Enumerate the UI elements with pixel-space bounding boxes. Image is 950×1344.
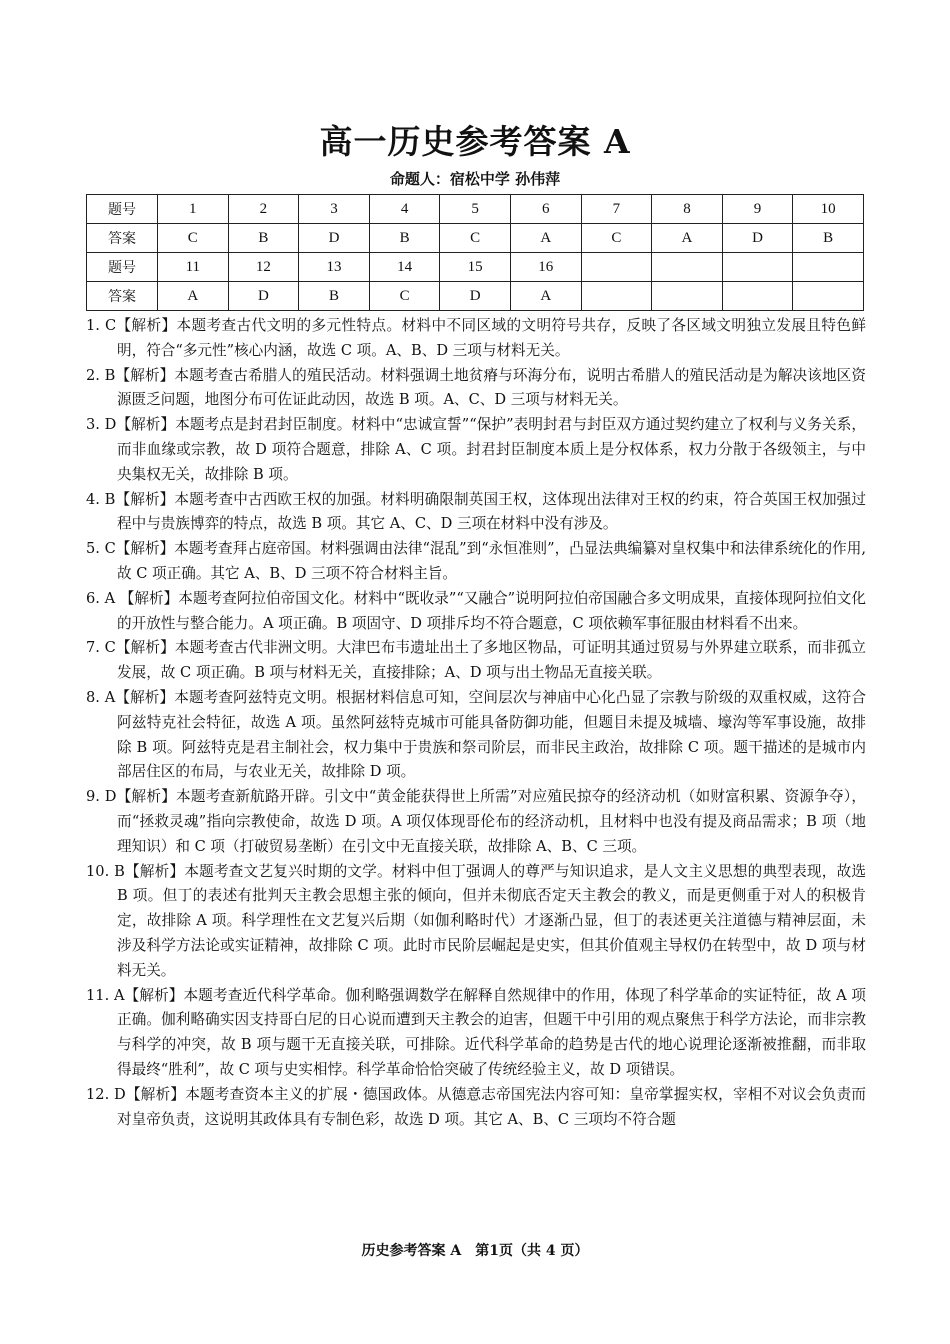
row-label: 答案 <box>87 224 158 253</box>
explanation-item: 11. A【解析】本题考查近代科学革命。伽利略强调数学在解释自然规律中的作用，体现了科学革命的实证特征，故 A 项正确。伽利略确实因支持哥白尼的日心说而遭到天主教会的迫害，但题干中引用的观点聚焦于科学方法论，而非宗教与科学的冲突，故 B 项与题干无直接关联，可排除。近代科学革命的趋势是古代的地心说理论逐渐被推翻，而非取得最终“胜利”，故 C 项与史实相悖。科学革命恰恰突破了传统经验主义，故 D 项错误。 <box>86 986 866 1078</box>
answer-cell: B <box>793 224 864 253</box>
document-title: 高一历史参考答案 A <box>319 122 631 161</box>
explanation-item: 7. C【解析】本题考查古代非洲文明。大津巴布韦遗址出土了多地区物品，可证明其通过贸易与外界建立联系，而非孤立发展，故 C 项正确。B 项与材料无关，直接排除；A、D 项与出土物品无直接关联。 <box>86 639 866 682</box>
answer-cell <box>581 282 652 311</box>
answer-cell: B <box>369 224 440 253</box>
explanation-item: 10. B【解析】本题考查文艺复兴时期的文学。材料中但丁强调人的尊严与知识追求，是人文主义思想的典型表现，故选 B 项。但丁的表述有批判天主教会思想主张的倾向，但并未彻底否定天主教会的教义，而是更侧重于对人的积极肯定，故排除 A 项。科学理性在文艺复兴后期（如伽利略时代）才逐渐凸显，但丁的表述更关注道德与精神层面，未涉及科学方法论或实证精神，故排除 C 项。此时市民阶层崛起是史实，但其价值观主导权仍在转型中，故 D 项与材料无关。 <box>86 862 866 979</box>
answer-cell: 13 <box>299 253 370 282</box>
answer-cell: 11 <box>158 253 229 282</box>
answer-cell: C <box>440 224 511 253</box>
row-label: 题号 <box>87 195 158 224</box>
answer-cell: 15 <box>440 253 511 282</box>
answer-cell: D <box>299 224 370 253</box>
explanation-item: 6. A 【解析】本题考查阿拉伯帝国文化。材料中“既收录”“又融合”说明阿拉伯帝国融合多文明成果，直接体现阿拉伯文化的开放性与整合能力。A 项正确。B 项固守、D 项排斥均不符合题意，C 项依赖军事征服由材料看不出来。 <box>86 589 866 632</box>
answer-cell: 8 <box>652 195 723 224</box>
explanation-item: 1. C【解析】本题考查古代文明的多元性特点。材料中不同区域的文明符号共存，反映了各区域文明独立发展且特色鲜明，符合“多元性”核心内涵，故选 C 项。A、B、D 三项与材料无关。 <box>86 317 866 359</box>
row-label: 答案 <box>87 282 158 311</box>
answer-cell: A <box>510 224 581 253</box>
explanation-item: 4. B【解析】本题考查中古西欧王权的加强。材料明确限制英国王权，这体现出法律对王权的约束，符合英国王权加强过程中与贵族博弈的特点，故选 B 项。其它 A、C、D 三项在材料中没有涉及。 <box>86 490 866 533</box>
explanation-item: 2. B【解析】本题考查古希腊人的殖民活动。材料强调土地贫瘠与环海分布，说明古希腊人的殖民活动是为解决该地区资源匮乏问题，地图分布可佐证此动因，故选 B 项。A、C、D 三项与材料无关。 <box>86 366 866 409</box>
explanation-item: 12. D【解析】本题考查资本主义的扩展・德国政体。从德意志帝国宪法内容可知：皇帝掌握实权，宰相不对议会负责而对皇帝负责，这说明其政体具有专制色彩，故选 D 项。其它 A、B、C 三项均不符合题 <box>86 1085 866 1128</box>
explanation-item: 3. D【解析】本题考点是封君封臣制度。材料中“忠诚宣誓”“保护”表明封君与封臣双方通过契约建立了权利与义务关系，而非血缘或宗教，故 D 项符合题意，排除 A、C 项。封君封臣制度本质上是分权体系，权力分散于各级领主，与中央集权无关，故排除 B 项。 <box>86 416 866 483</box>
answer-cell: B <box>299 282 370 311</box>
answer-cell: 16 <box>510 253 581 282</box>
answer-cell <box>652 282 723 311</box>
answer-cell: 14 <box>369 253 440 282</box>
row-label: 题号 <box>87 253 158 282</box>
answer-cell: A <box>510 282 581 311</box>
answer-cell: 4 <box>369 195 440 224</box>
answer-cell <box>652 253 723 282</box>
answer-cell: C <box>581 224 652 253</box>
answer-cell: B <box>228 224 299 253</box>
answer-cell: 5 <box>440 195 511 224</box>
answer-table-row <box>87 282 864 311</box>
explanation-item: 9. D【解析】本题考查新航路开辟。引文中“黄金能获得世上所需”对应殖民掠夺的经济动机（如财富积累、资源争夺），而“拯救灵魂”指向宗教使命，故选 D 项。A 项仅体现哥伦布的经济动机，且材料中也没有提及商品需求；B 项（地理知识）和 C 项（打破贸易垄断）在引文中无直接关联，故排除 A、B、C 三项。 <box>86 788 866 855</box>
answer-cell <box>793 282 864 311</box>
answer-cell: 1 <box>158 195 229 224</box>
answer-table-row <box>87 253 864 282</box>
explanation-item: 5. C【解析】本题考查拜占庭帝国。材料强调由法律“混乱”到“永恒准则”，凸显法典编纂对皇权集中和法律系统化的作用,故 C 项正确。其它 A、B、D 三项不符合材料主旨。 <box>86 540 866 582</box>
answer-cell <box>722 282 793 311</box>
answer-cell: A <box>158 282 229 311</box>
page-footer: 历史参考答案 A 第1页（共 4 页） <box>361 1243 589 1259</box>
answer-cell: 2 <box>228 195 299 224</box>
answer-table-row <box>87 224 864 253</box>
answer-cell: A <box>652 224 723 253</box>
answer-cell: 12 <box>228 253 299 282</box>
explanation-item: 8. A【解析】本题考查阿兹特克文明。根据材料信息可知，空间层次与神庙中心化凸显了宗教与阶级的双重权威，这符合阿兹特克社会特征，故选 A 项。虽然阿兹特克城市可能具备防御功能，但题目未提及城墙、壕沟等军事设施，故排除 B 项。阿兹特克是君主制社会，权力集中于贵族和祭司阶层，而非民主政治，故排除 C 项。题干描述的是城市内部居住区的布局，与农业无关，故排除 D 项。 <box>86 688 866 781</box>
answer-cell: 3 <box>299 195 370 224</box>
answer-cell: D <box>722 224 793 253</box>
answer-table <box>86 194 864 311</box>
answer-cell <box>793 253 864 282</box>
explanation-list <box>86 314 866 1132</box>
answer-cell: C <box>158 224 229 253</box>
answer-cell: D <box>228 282 299 311</box>
answer-cell: 10 <box>793 195 864 224</box>
answer-cell: 6 <box>510 195 581 224</box>
answer-cell: 7 <box>581 195 652 224</box>
author-line: 命题人：宿松中学 孙伟萍 <box>389 170 561 188</box>
answer-table-row <box>87 195 864 224</box>
answer-cell: D <box>440 282 511 311</box>
answer-cell <box>722 253 793 282</box>
answer-cell: C <box>369 282 440 311</box>
answer-cell: 9 <box>722 195 793 224</box>
answer-cell <box>581 253 652 282</box>
